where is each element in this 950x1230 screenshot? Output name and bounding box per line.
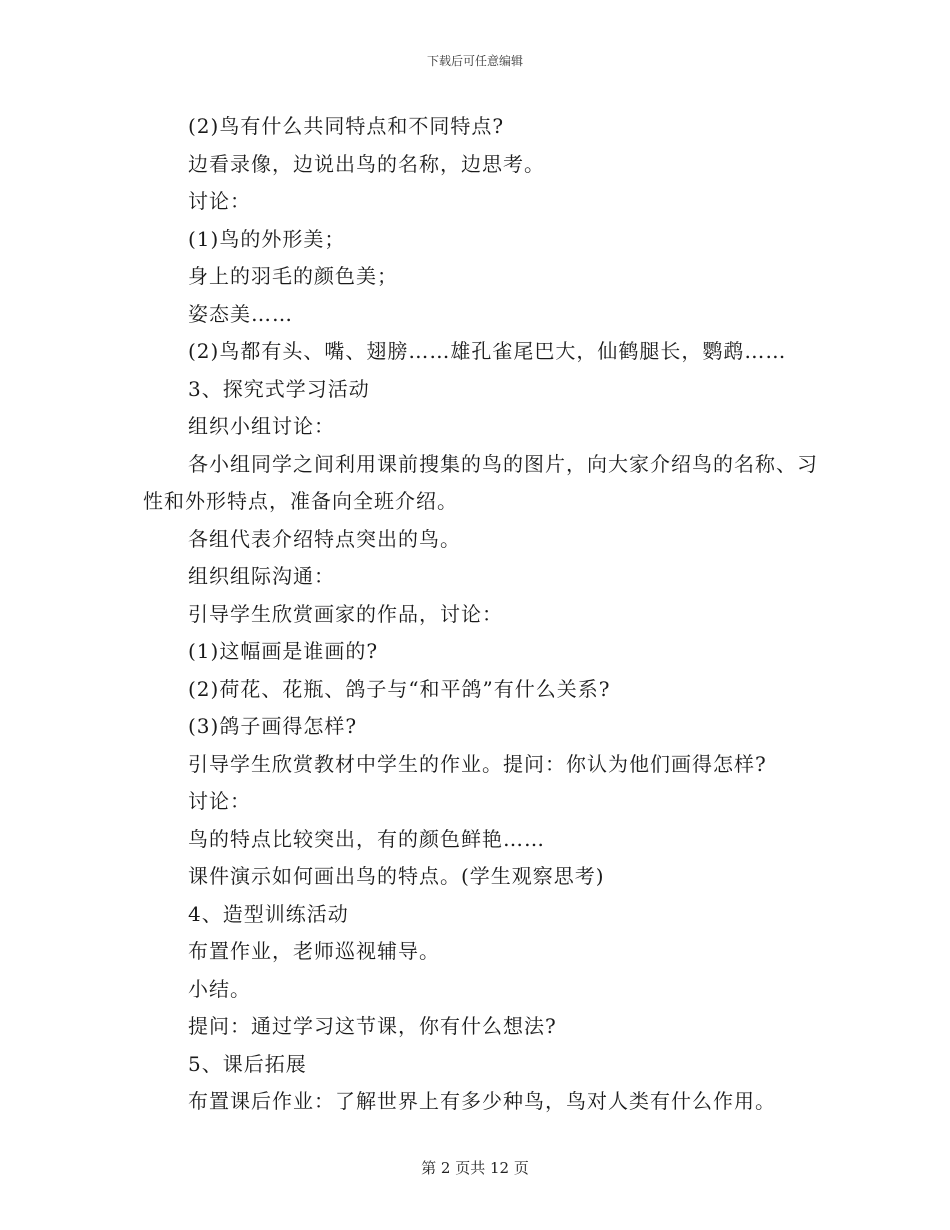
text-line: (3)鸽子画得怎样? (188, 714, 358, 738)
document-body (143, 108, 823, 1121)
text-line: 课件演示如何画出鸟的特点。(学生观察思考) (188, 864, 605, 888)
section-heading: 3、探究式学习活动 (188, 376, 370, 401)
text-line: 小结。 (188, 976, 251, 1001)
page-header: 下载后可任意编辑 (426, 54, 523, 68)
text-line: 讨论： (188, 189, 251, 213)
text-line: 各组代表介绍特点突出的鸟。 (188, 526, 461, 551)
text-line: (1)这幅画是谁画的? (188, 639, 379, 663)
paragraph: 各小组同学之间利用课前搜集的鸟的图片，向大家介绍鸟的名称、习性和外形特点，准备向全班介绍。 (143, 451, 818, 513)
text-line: 引导学生欣赏教材中学生的作业。提问：你认为他们画得怎样? (188, 751, 767, 776)
section-heading: 5、课后拓展 (188, 1051, 307, 1076)
text-line: 提问：通过学习这节课，你有什么想法? (188, 1014, 557, 1038)
text-line: 边看录像，边说出鸟的名称，边思考。 (188, 151, 545, 176)
text-line: 身上的羽毛的颜色美； (188, 264, 398, 288)
text-line: 布置作业，老师巡视辅导。 (188, 939, 440, 963)
page-footer: 第 2 页共 12 页 (421, 1159, 529, 1177)
text-line: 组织组际沟通： (188, 564, 335, 588)
text-line: (1)鸟的外形美； (188, 226, 346, 251)
text-line: 引导学生欣赏画家的作品，讨论： (188, 601, 503, 626)
text-line: (2)鸟都有头、嘴、翅膀……雄孔雀尾巴大，仙鹤腿长，鹦鹉…… (188, 339, 787, 363)
text-line: 讨论： (188, 789, 251, 813)
text-line: (2)鸟有什么共同特点和不同特点? (188, 114, 505, 138)
text-line: 布置课后作业：了解世界上有多少种鸟，鸟对人类有什么作用。 (188, 1089, 776, 1113)
section-heading: 4、造型训练活动 (188, 901, 349, 926)
text-line: 组织小组讨论： (188, 414, 335, 438)
text-line: 姿态美…… (188, 301, 293, 326)
text-line: 鸟的特点比较突出，有的颜色鲜艳…… (188, 826, 545, 851)
text-line: (2)荷花、花瓶、鸽子与“和平鸽”有什么关系? (188, 676, 611, 701)
